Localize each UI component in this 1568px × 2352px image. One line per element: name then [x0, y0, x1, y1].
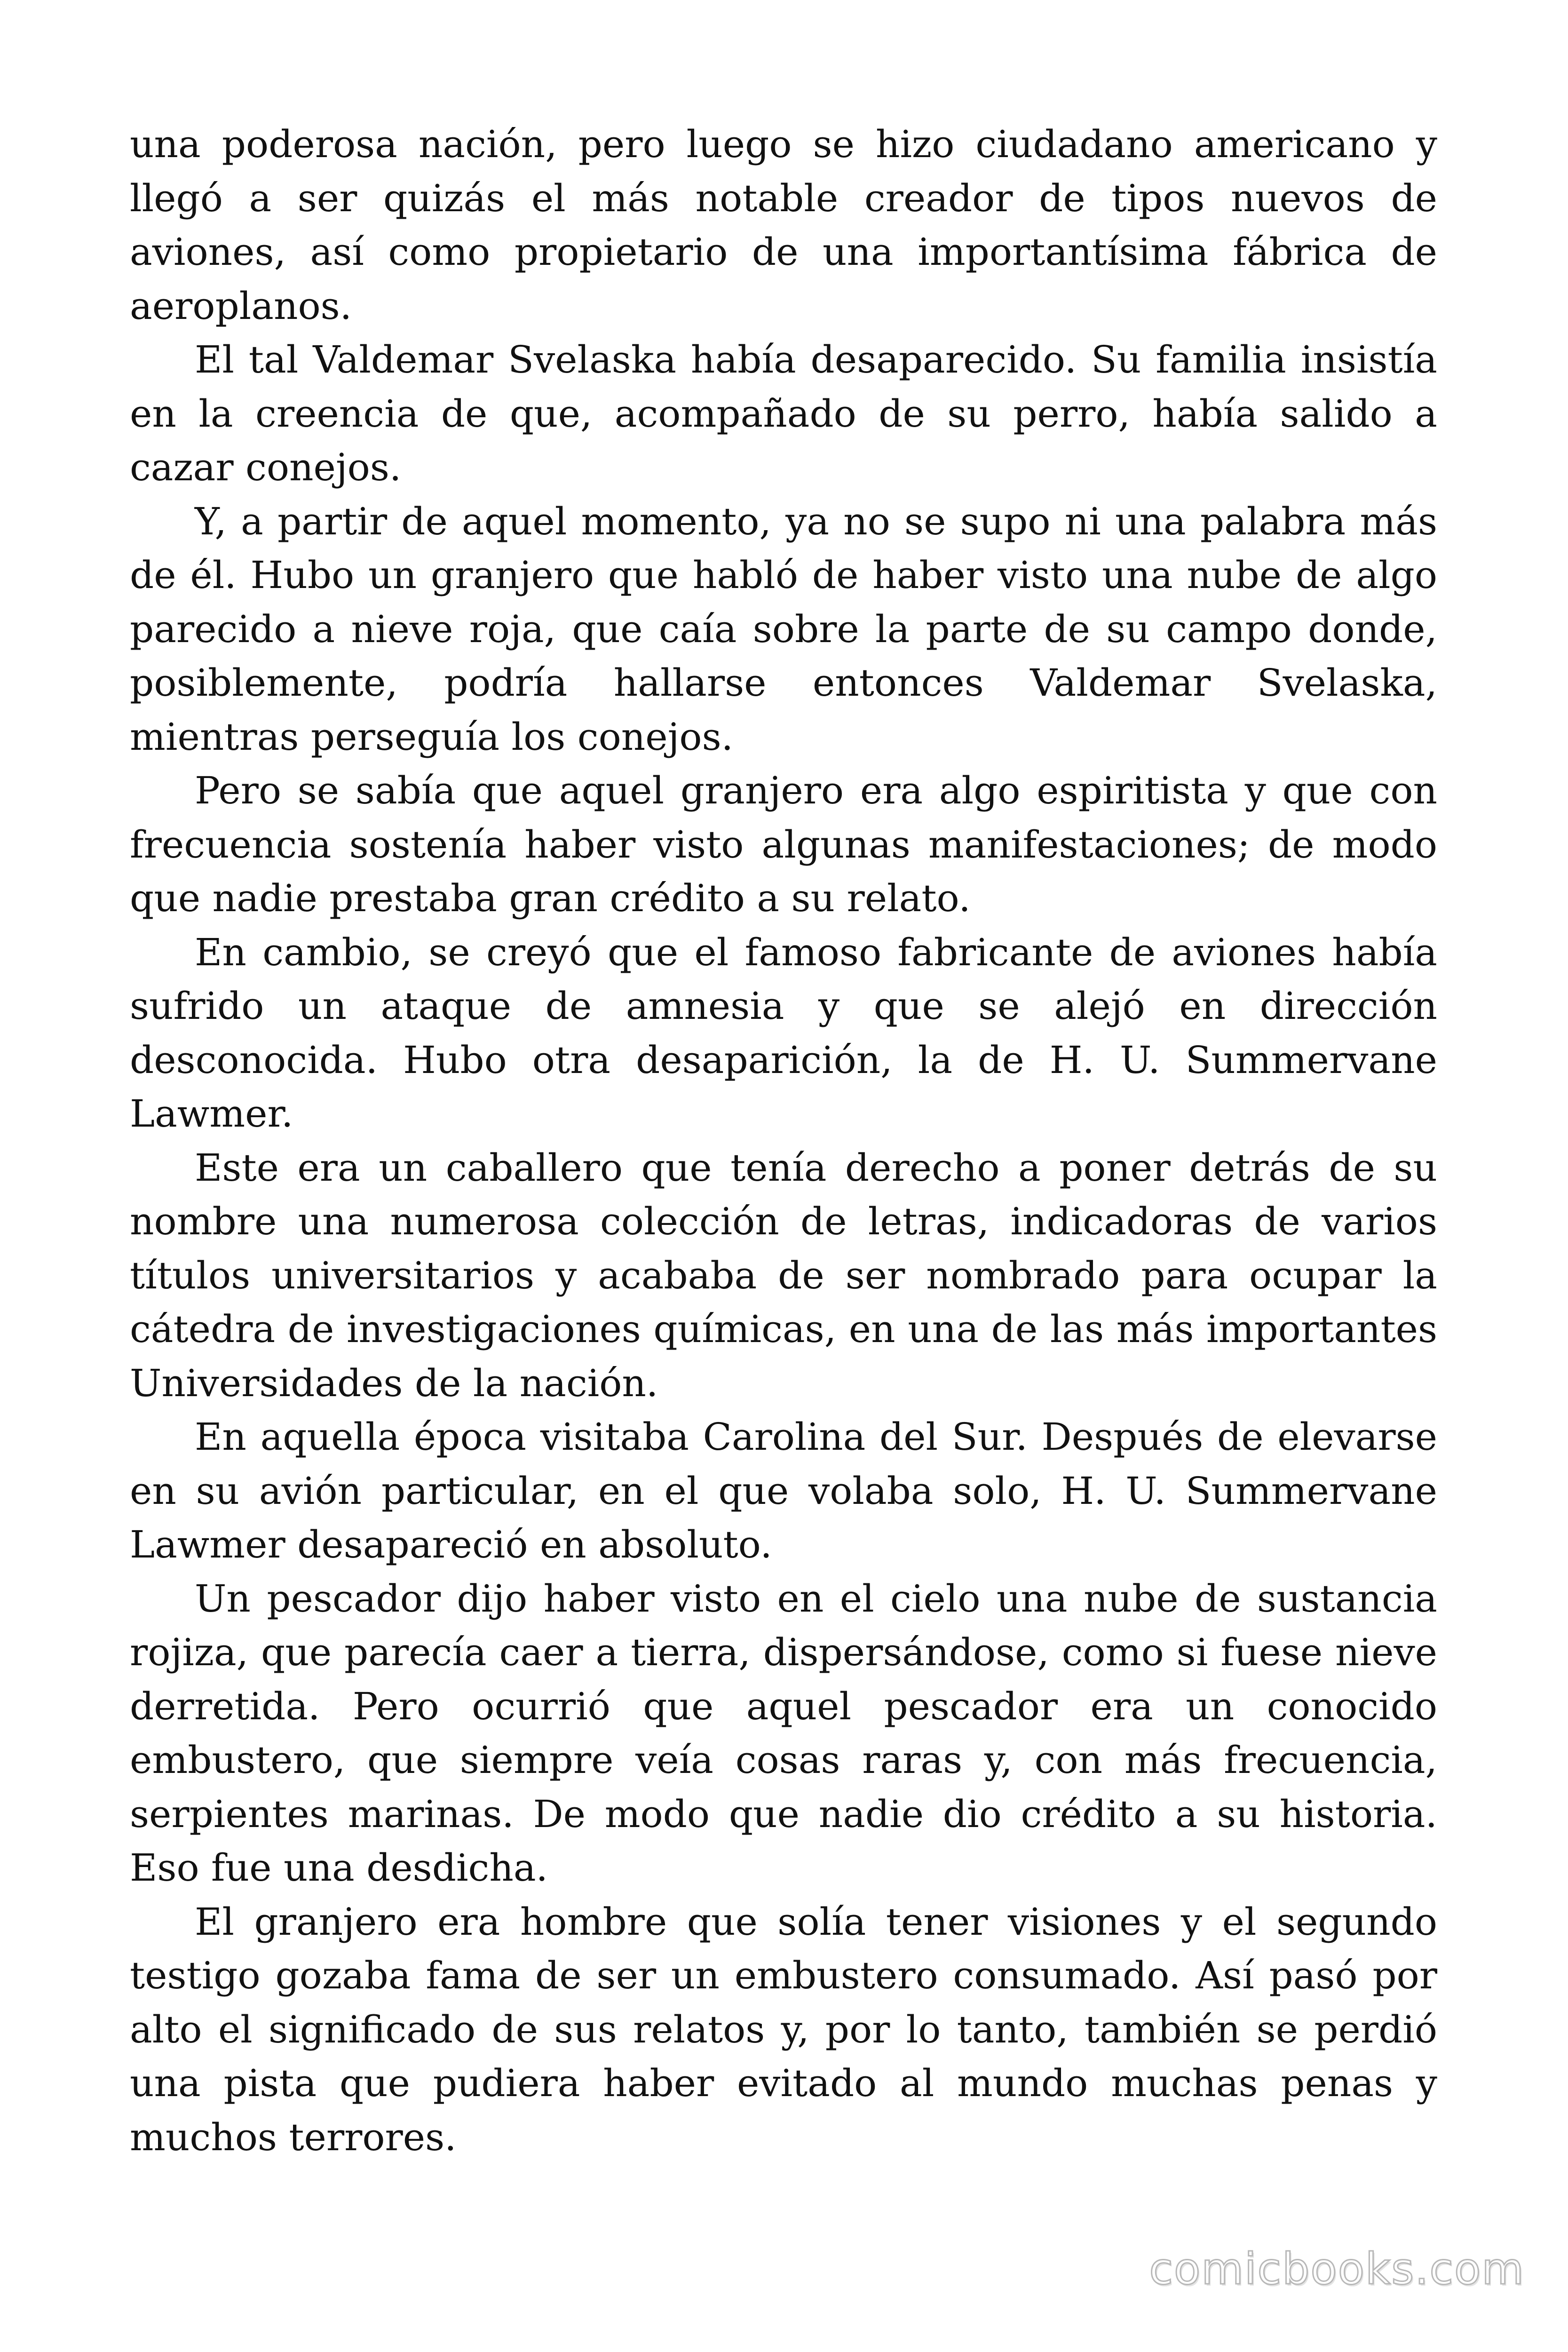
paragraph-4: Pero se sabía que aquel granjero era algo espiritista y que con frecuencia sostenía haber visto algunas manifestaciones; de modo que nadie prestaba gran crédito a su relato. [130, 769, 1437, 920]
watermark: comicbooks.com [1149, 2244, 1525, 2294]
paragraph-7: En aquella época visitaba Carolina del Sur. Después de elevarse en su avión particular, en el que volaba solo, H. U. Summervane Lawmer desapareció en absoluto. [130, 1415, 1437, 1566]
paragraph-6: Este era un caballero que tenía derecho a poner detrás de su nombre una numerosa colección de letras, indicadoras de varios títulos universitarios y acababa de ser nombrado para ocupar la cátedra de investigaciones químicas, en una de las más importantes Universidades de la nación. [130, 1145, 1437, 1405]
paragraph-8: Un pescador dijo haber visto en el cielo una nube de sustancia rojiza, que parecía caer a tierra, dispersándose, como si fuese nieve derretida. Pero ocurrió que aquel pescador era un conocido embustero, que siempre veía cosas raras y, con más frecuencia, serpientes marinas. De modo que nadie dio crédito a su historia. Eso fue una desdicha. [130, 1576, 1437, 1890]
paragraph-5: En cambio, se creyó que el famoso fabricante de aviones había sufrido un ataque de amnesia y que se alejó en dirección desconocida. Hubo otra desaparición, la de H. U. Summervane Lawmer. [130, 930, 1437, 1136]
paragraph-3: Y, a partir de aquel momento, ya no se supo ni una palabra más de él. Hubo un granjero que habló de haber visto una nube de algo parecido a nieve roja, que caía sobre la parte de su campo donde, posiblemente, podría hallarse entonces Valdemar Svelaska, mientras perseguía los conejos. [130, 499, 1437, 759]
paragraph-9: El granjero era hombre que solía tener visiones y el segundo testigo gozaba fama de ser un embustero consumado. Así pasó por alto el significado de sus relatos y, por lo tanto, también se perdió una pista que pudiera haber evitado al mundo muchas penas y muchos terrores. [130, 1899, 1437, 2159]
paragraph-2: El tal Valdemar Svelaska había desaparecido. Su familia insistía en la creencia de que, acompañado de su perro, había salido a cazar conejos. [130, 338, 1437, 489]
paragraph-1: una poderosa nación, pero luego se hizo ciudadano americano y llegó a ser quizás el más notable creador de tipos nuevos de aviones, así como propietario de una importantísima fábrica de aeroplanos. [130, 122, 1437, 328]
page-body-text [130, 118, 1437, 2164]
